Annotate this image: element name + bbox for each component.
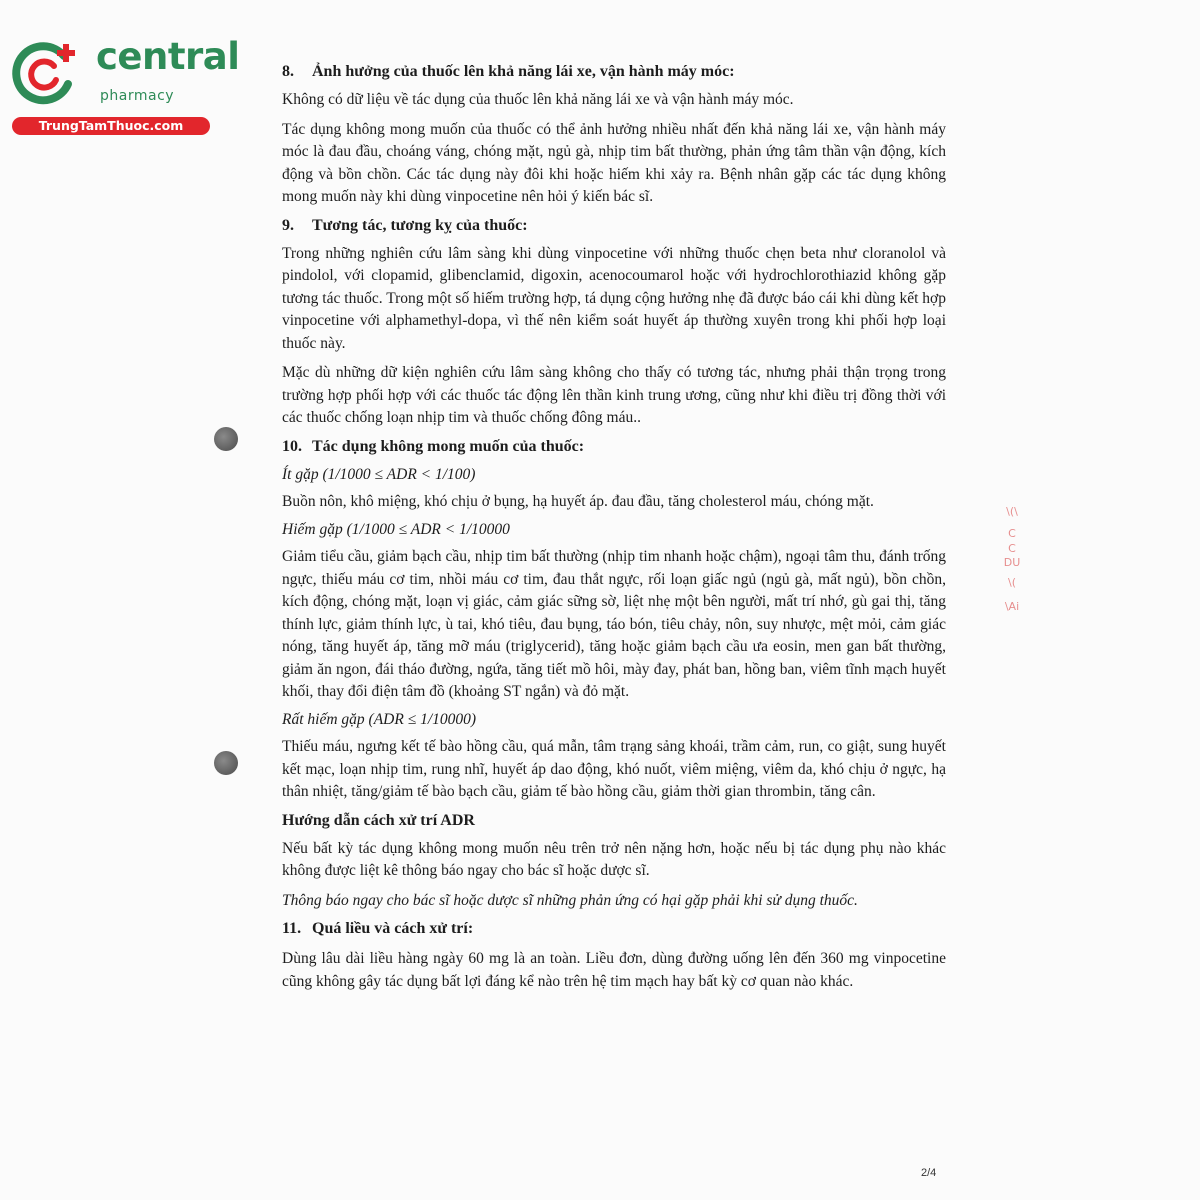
red-stamp — [998, 505, 1026, 655]
rare-label: Hiếm gặp (1/1000 ≤ ADR < 1/10000 — [282, 520, 510, 538]
very-rare-effects: Thiếu máu, ngưng kết tế bào hồng cầu, quá mẫn, tâm trạng sảng khoái, trầm cảm, run, co giật, sung huyết kết mạc, loạn nhịp tim, rung nhĩ, huyết áp dao động, khó nuốt, viêm miệng, viêm da, khó chịu ở ngực, hạ thân nhiệt, tăng/giảm tế bào bạch cầu, giảm tế bào hồng cầu, giảm thời gian thrombin, tăng cân. — [282, 738, 946, 800]
page-number: 2/4 — [921, 1167, 937, 1179]
adr-guide-note: Thông báo ngay cho bác sĩ hoặc dược sĩ những phản ứng có hại gặp phải khi sử dụng thuốc. — [282, 891, 858, 909]
section-8-heading — [282, 60, 946, 84]
section-11-paragraph-1: Dùng lâu dài liều hàng ngày 60 mg là an toàn. Liều đơn, dùng đường uống lên đến 360 mg vinpocetine cũng không gây tác dụng bất lợi đáng kể nào trên hệ tim mạch hay bất kỳ cơ quan nào khác. — [282, 950, 946, 990]
logo-subtitle: pharmacy — [100, 88, 175, 104]
stamp-text: \( — [1008, 576, 1016, 590]
stamp-text: \(\ — [1006, 505, 1018, 518]
section-number: 10. — [282, 437, 302, 455]
section-11-heading — [282, 917, 946, 941]
uncommon-effects: Buồn nôn, khô miệng, khó chịu ở bụng, hạ huyết áp. đau đầu, tăng cholesterol máu, chóng mặt. — [282, 493, 874, 510]
stamp-text: \Ai — [1004, 600, 1020, 614]
section-8-paragraph-2: Tác dụng không mong muốn của thuốc có thể ảnh hưởng nhiều nhất đến khả năng lái xe, vận hành máy móc là đau đầu, choáng váng, chóng mặt, ngủ gà, nhịp tim bất thường, phản ứng tâm thần vận động, kích động và bồn chồn. Các tác dụng này đôi khi hoặc hiếm khi xảy ra. Bệnh nhân gặp các tác dụng không mong muốn này khi dùng vinpocetine nên hỏi ý kiến bác sĩ. — [282, 120, 946, 205]
section-9-paragraph-2: Mặc dù những dữ kiện nghiên cứu lâm sàng không cho thấy có tương tác, nhưng phải thận trọng trong trường hợp phối hợp với các thuốc tác động lên thần kinh trung ương, cũng như khi điều trị đồng thời với các thuốc chống loạn nhịp tim và thuốc chống đông máu.. — [282, 364, 946, 426]
stamp-text: C — [1008, 527, 1016, 541]
rare-effects: Giảm tiểu cầu, giảm bạch cầu, nhịp tim bất thường (nhịp tim nhanh hoặc chậm), ngoại tâm thu, đánh trống ngực, thiếu máu cơ tim, nhồi máu cơ tim, đau thắt ngực, rối loạn giấc ngủ (ngủ gà, mất ngủ), bồn chồn, kích động, chóng mặt, loạn vị giác, cảm giác sững sờ, liệt nhẹ một bên người, mất trí nhớ, gù gai thị, tăng thính lực, giảm thính lực, ù tai, khó tiêu, đau bụng, táo bón, tiêu chảy, nôn, suy nhược, mệt mỏi, cảm giác nóng, tăng huyết áp, tăng mỡ máu (triglycerid), tăng hoặc giảm bạch cầu ưa eosin, men gan bất thường, giảm ăn ngon, đái tháo đường, ngứa, tăng tiết mồ hôi, mày đay, phát ban, hồng ban, viêm tĩnh mạch huyết khối, thay đổi điện tâm đồ (khoảng ST ngắn) và đỏ mặt. — [282, 548, 946, 700]
pharmacy-logo-mark-icon — [10, 38, 80, 108]
stamp-text: C — [1008, 541, 1016, 555]
document-body — [282, 60, 946, 993]
section-title: Tương tác, tương kỵ của thuốc: — [312, 216, 528, 234]
stamp-text: DU — [1003, 555, 1021, 569]
section-title: Quá liều và cách xử trí: — [312, 920, 474, 937]
section-title: Ảnh hưởng của thuốc lên khả năng lái xe, vận hành máy móc: — [312, 63, 735, 80]
section-number: 9. — [282, 216, 294, 234]
section-number: 11. — [282, 920, 302, 937]
central-pharmacy-logo[interactable] — [10, 35, 240, 136]
punch-hole — [214, 751, 238, 775]
adr-guide-text: Nếu bất kỳ tác dụng không mong muốn nêu trên trở nên nặng hơn, hoặc nếu bị tác dụng phụ nào khác không được liệt kê thông báo ngay cho bác sĩ hoặc dược sĩ. — [282, 839, 946, 879]
logo-brand-name: central — [96, 35, 240, 78]
section-9-heading — [282, 214, 946, 238]
uncommon-label: Ít gặp (1/1000 ≤ ADR < 1/100) — [282, 465, 476, 483]
adr-guide-heading: Hướng dẫn cách xử trí ADR — [282, 811, 475, 829]
punch-hole — [214, 427, 238, 451]
section-9-paragraph-1: Trong những nghiên cứu lâm sàng khi dùng vinpocetine với những thuốc chẹn beta như cloranolol và pindolol, với clopamid, glibenclamid, digoxin, acenocoumarol hoặc với hydrochlorothiazid không gặp tương tác thuốc. Trong một số hiếm trường hợp, tá dụng cộng hưởng nhẹ đã được báo cái khi dùng kết hợp vinpocetine với alphamethyl-dopa, vì thế nên kiểm soát huyết áp thường xuyên trong khi phối hợp loại thuốc này. — [282, 244, 946, 352]
section-8-paragraph-1: Không có dữ liệu về tác dụng của thuốc lên khả năng lái xe và vận hành máy móc. — [282, 91, 794, 108]
logo-website-link[interactable]: TrungTamThuoc.com — [12, 117, 210, 135]
very-rare-label: Rất hiếm gặp (ADR ≤ 1/10000) — [282, 710, 477, 728]
section-title: Tác dụng không mong muốn của thuốc: — [312, 437, 585, 455]
section-number: 8. — [282, 63, 294, 80]
section-10-heading — [282, 435, 946, 459]
